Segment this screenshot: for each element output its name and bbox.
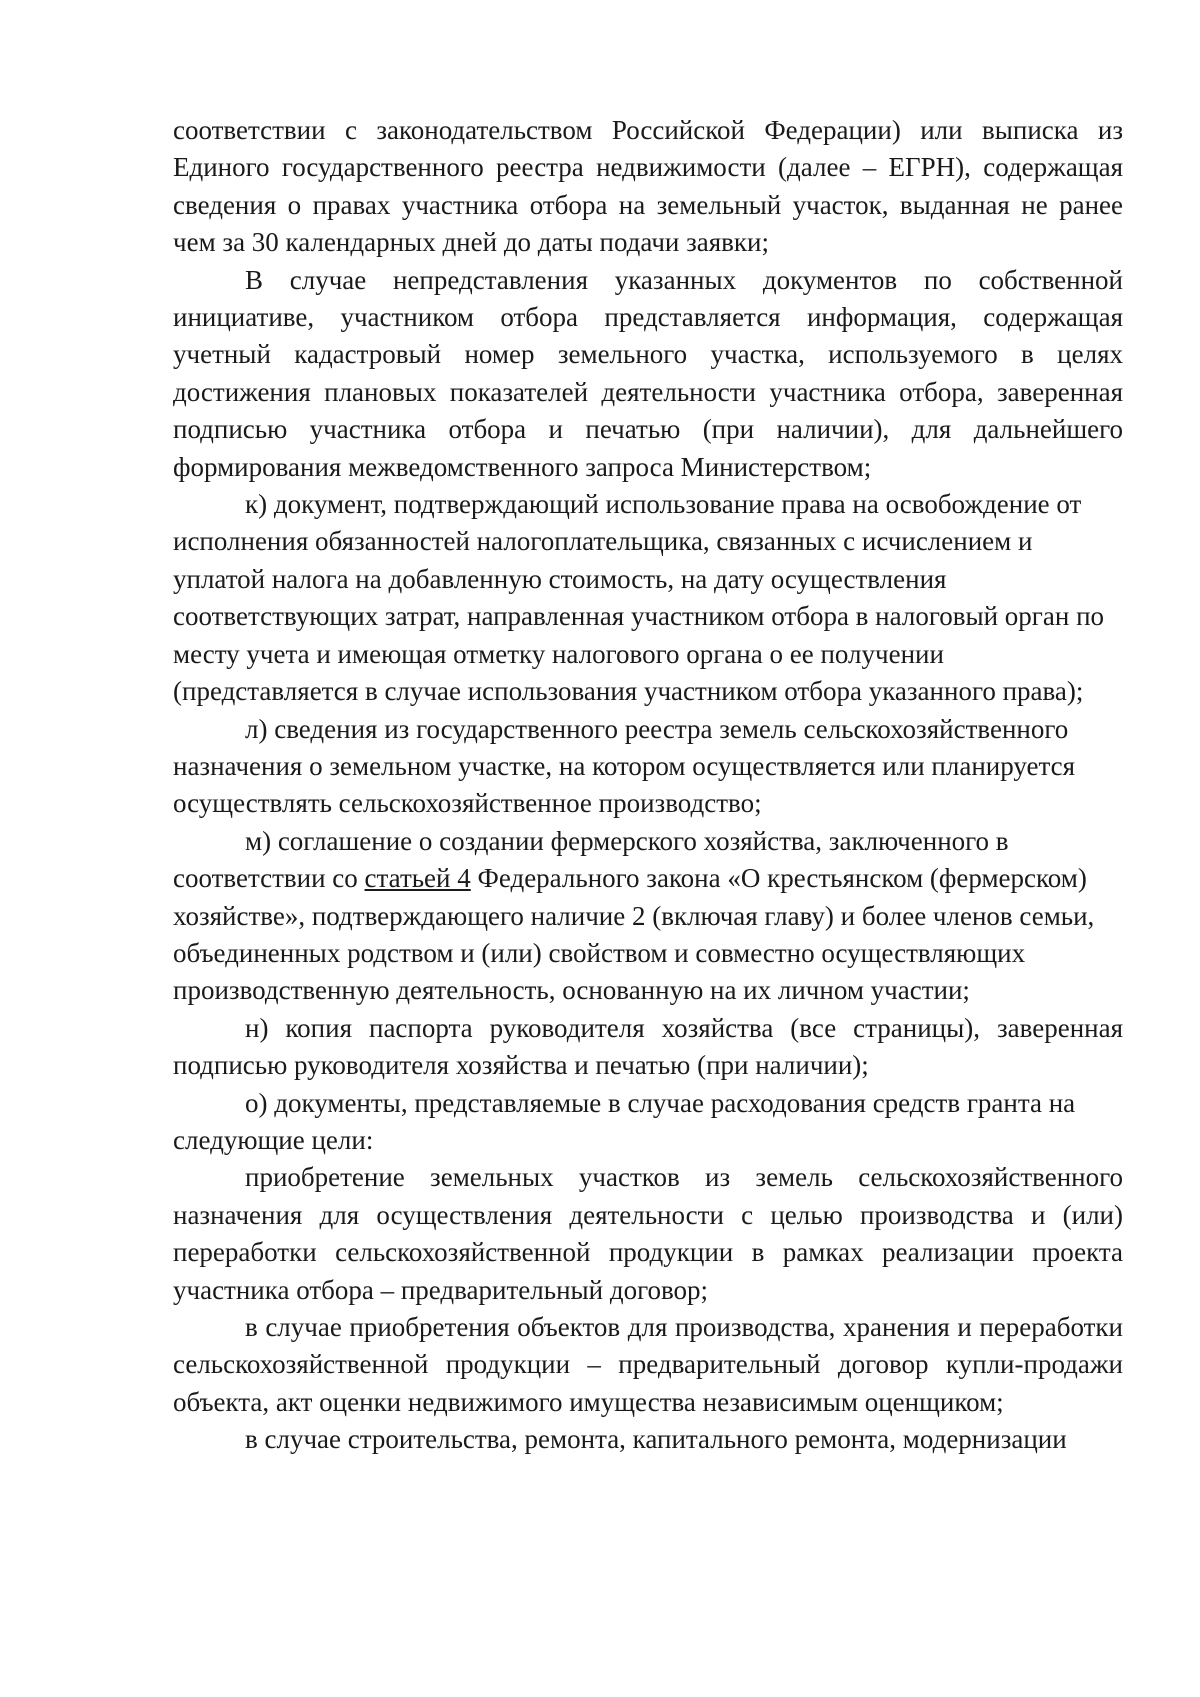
paragraph-m-text-end: Федерального закона «О крестьянском (фермерском) хозяйстве», подтверждающего наличие 2 (включая главу) и более членов семьи, объединенных родством и (или) свойством и совместно осуществляющих производственную деятельность, основанную на их личном участии; [173, 863, 1095, 1006]
paragraph-egrn-extract: соответствии с законодательством Российской Федерации) или выписка из Единого государственного реестра недвижимости (далее – ЕГРН), содержащая сведения о правах участника отбора на земельный участок, выданная не ранее чем за 30 календарных дней до даты подачи заявки; [173, 115, 1123, 258]
paragraph-l-land-registry: л) сведения из государственного реестра земель сельскохозяйственного назначения о земельном участке, на котором осуществляется или планируется осуществлять сельскохозяйственное производство; [173, 713, 1076, 819]
paragraph-m-farm-agreement [173, 823, 1123, 1010]
paragraph-land-purchase: приобретение земельных участков из земель сельскохозяйственного назначения для осуществления деятельности с целью производства и (или) переработки сельскохозяйственной продукции в рамках реализации проекта участника отбора – предварительный договор; [173, 1162, 1123, 1305]
paragraph-o-documents: о) документы, представляемые в случае расходования средств гранта на следующие цели: [173, 1087, 1076, 1155]
paragraph-construction: в случае строительства, ремонта, капитального ремонта, модернизации [245, 1424, 1067, 1455]
paragraph-m-text-start: м) соглашение о создании фермерского хозяйства, заключенного в соответствии со [173, 825, 1009, 894]
paragraph-k-vat-exemption: к) документ, подтверждающий использование права на освобождение от исполнения обязанностей налогоплательщика, связанных с исчислением и уплатой налога на добавленную стоимость, на дату осуществления соответствующих затрат, направленная участником отбора в налоговый орган по месту учета и имеющая отметку налогового органа о ее получении (представляется в случае использования участником отбора указанного права); [173, 489, 1105, 707]
paragraph-n-passport-copy: н) копия паспорта руководителя хозяйства (все страницы), заверенная подписью руководителя хозяйства и печатью (при наличии); [173, 1012, 1123, 1081]
paragraph-cadastral-info: В случае непредставления указанных документов по собственной инициативе, участником отбора представляется информация, содержащая учетный кадастровый номер земельного участка, используемого в целях достижения плановых показателей деятельности участника отбора, заверенная подписью участника отбора и печатью (при наличии), для дальнейшего формирования межведомственного запроса Министерством; [173, 264, 1123, 482]
document-page [173, 112, 1123, 1459]
paragraph-objects-purchase: в случае приобретения объектов для производства, хранения и переработки сельскохозяйственной продукции – предварительный договор купли-продажи объекта, акт оценки недвижимого имущества независимым оценщиком; [173, 1312, 1123, 1417]
article-4-link[interactable]: статьей 4 [364, 863, 471, 894]
